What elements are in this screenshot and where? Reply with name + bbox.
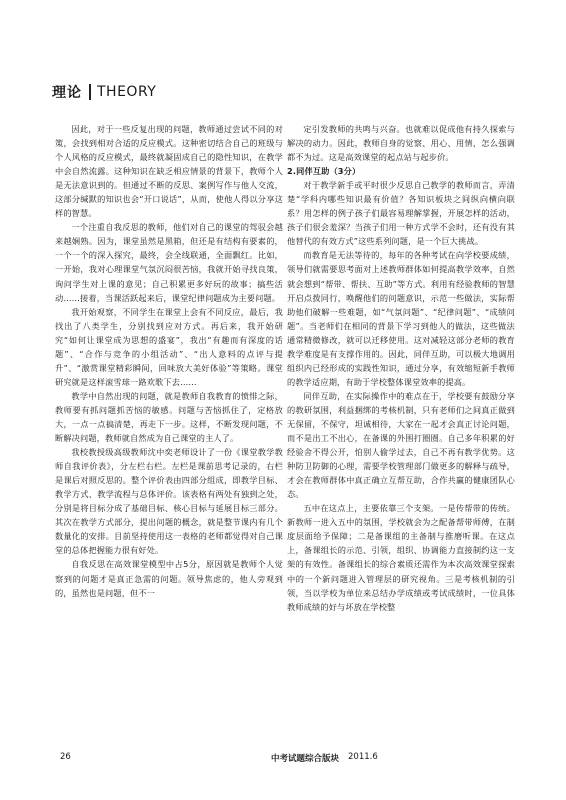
paragraph: 因此，对于一些反复出现的问题，教师通过尝试不同的对策，会找到相对合适的反应模式。这种密切结合自己的班级与个人风格的反应模式，最终就凝固成自己的隐性知识，在教学中会自然流露。这种知识在缺乏相应情景的背景下，教师个人是无法意识到的。但通过不断的反思、案例写作与他人交流，这部分缄默的知识也会“开口说话”，从而，使他人得以分享这样的智慧。 — [55, 124, 283, 219]
paragraph: 我校教授级高级教师沈中奕老师设计了一份《课堂教学教师自我评价表》，分左栏右栏。左栏是课前思考记录的，右栏是课后对照反思的。整个评价表由四部分组成，即教学目标、教学方式、教学流程与总体评价。该表格有两处有独到之处，分别是将目标分成了基础目标、核心目标与延展目标三部分。其次在教学方式部分，提出问题的概念，就是整节课内有几个数量化的安排。目前坚持使用这一表格的老师都觉得对自己课堂的总体把握能力很有好处。 — [55, 447, 283, 556]
paragraph: 对于教学新手或平时很少反思自己教学的教师而言，弄清楚“学科内哪些知识最有价值？各知识板块之间纵向横向联系？用怎样的例子孩子们最容易理解掌握，开展怎样的活动，孩子们很会羞深？当孩子们用一种方式学不会时，还有没有其他替代的有效方式”这些系列问题，是一个巨大挑战。 — [287, 180, 515, 247]
paragraph: 同伴互助，在实际操作中的难点在于，学校要有鼓励分享的教研氛围，利益捆绑的考核机制，只有老师们之间真正做到无保留，不保守，坦诚相待，大家在一起才会真正讨论问题，而不是出工不出心，在备课的外围打圈圈。自己多年积累的好经验舍不得公开，怕别人偷学过去，自己不再有教学优势。这种防卫防御的心理，需要学校管理部门做更多的解释与疏导，才会在教师群体中真正确立互帮互助，合作共赢的健康团队心态。 — [287, 390, 515, 500]
paragraph: 而教育是无法等待的，每年的各种考试在向学校要成绩，领导们就需要思考面对上述教师群体如何提高教学效率，自然就会想到“帮带、帮扶、互助”等方式。利用有经验教师的智慧开启点拨同行，唤醒他们的问题意识，示范一些做法，实际帮助他们破解一些难题，如“气氛问题”、“纪律问题”、“成绩问题”。当老师们在相同的背景下学习到他人的做法，这些做法通常精微修改，就可以迁移使用。这对减轻这部分老师的教育教学难度是有支撑作用的。因此，同伴互助，可以极大地调用组织内已经形成的实践性知识，通过分享，有效缩短新手教师的教学适应期，有助于学校整体课堂效率的提高。 — [287, 250, 515, 387]
paragraph: 自我反思在高效课堂模型中占5分，原因就是教师个人觉察到的问题才是真正急需的问题。领导焦虑的，他人旁观到的，虽然也是问题，但不一 — [55, 559, 283, 598]
left-column — [55, 122, 283, 600]
paragraph: 教学中自然出现的问题，就是教师自我教育的愤悱之际，教师要有抓问题抓苦恼的敏感。问题与苦恼抓住了，定格放大，一点一点搞清楚，再走下一步。这样，不断发现问题，不断解决问题，教师就自然成为自己课堂的主人了。 — [55, 390, 283, 444]
paragraph: 五中在这点上，主要依靠三个支架。一是传帮带的传统。新教师一进入五中的氛围，学校就会为之配备帮带师傅，在制度层面给予保障；二是备课组的主备制与推磨听课。在这点上，备课组长的示范、引领，组织、协调能力直接制约这一支架的有效性。备课组长的综合素质还需作为本次高效课堂探索中的一个新问题进入管理层的研究视角。三是考核机制的引领，当以学校为单位来总结办学成绩或考试成绩时，一位具体教师成绩的好与坏放在学校整 — [287, 503, 515, 612]
paragraph: 定引发教师的共鸣与兴奋。也就难以促成他有持久探索与解决的动力。因此，教师自身的觉察、用心、用情，怎么强调都不为过。这是高效课堂的起点站与起步价。 — [287, 124, 515, 163]
paragraph: 一个注重自我反思的教师，他们对自己的课堂的驾驭会越来越娴熟。因为，课堂虽然是黑箱，但还是有结构有要素的，一个一个的深入探究，最终，会全线联通，全面飘红。比如，一开始，我对心理课堂气氛沉闷很苦恼，我就开始寻找良策，询问学生对上课的意见；自己积累更多好玩的故事；搞些活动……接着，当课活跃起来后，课堂纪律问题成为主要问题。 — [55, 222, 283, 303]
section-title-zh: 理论 — [52, 85, 82, 101]
right-column — [287, 122, 515, 614]
page-number: 26 — [60, 752, 71, 762]
journal-name: 中考试题综合版块 — [271, 754, 340, 764]
issue-number: 2011.6 — [348, 752, 378, 762]
section-divider — [89, 84, 91, 100]
section-title-en: THEORY — [97, 84, 157, 100]
section-header — [52, 82, 156, 102]
page-footer — [0, 752, 566, 764]
subsection-heading: 2.同伴互助（3分） — [287, 166, 361, 177]
paragraph: 我开始观察，不同学生在课堂上会有不同反应，最后，我找出了八类学生，分别找到应对方式。再后来，我开始研究“如何让课堂成为思想的盛宴”，我出“有趣而有深度的话题”、“合作与竞争的小组活动”、“出人意料的点评与提升”、“激赏课堂精彩瞬间，回味放大美好体验”等策略。课堂研究就是这样滚雪球一路欢歌下去…… — [55, 306, 283, 387]
